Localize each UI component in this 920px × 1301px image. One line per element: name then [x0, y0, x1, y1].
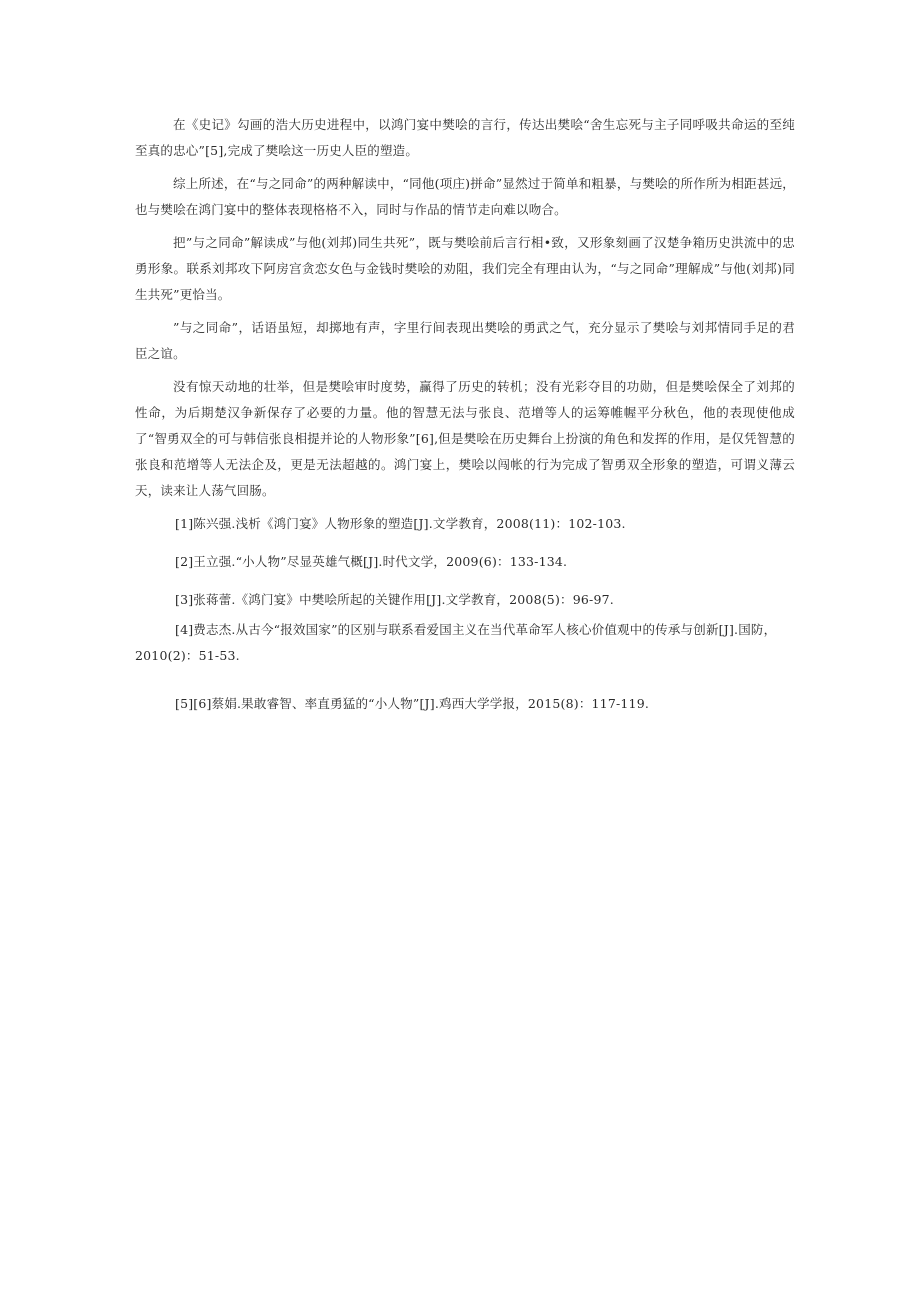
body-paragraph-4: ”与之同命”，话语虽短，却掷地有声，字里行间表现出樊哙的勇武之气，充分显示了樊哙与刘邦情同手足的君臣之谊。	[135, 320, 795, 361]
body-paragraph-5: 没有惊天动地的壮举，但是樊哙审时度势，赢得了历史的转机；没有光彩夺目的功勋，但是樊哙保全了刘邦的性命，为后期楚汉争新保存了必要的力量。他的智慧无法与张良、范增等人的运筹帷幄平分秋色，他的表现使他成了“智勇双全的可与韩信张良相提并论的人物形象”[6],但是樊哙在历史舞台上扮演的角色和发挥的作用，是仅凭智慧的张良和范增等人无法企及，更是无法超越的。鸿门宴上，樊哙以闯帐的行为完成了智勇双全形象的塑造，可谓义薄云天，读来让人荡气回肠。	[135, 379, 795, 498]
reference-item-2: [2]王立强.“小人物”尽显英雄气概[J].时代文学，2009(6)：133-134.	[175, 554, 568, 569]
reference-item-1: [1]陈兴强.浅析《鸿门宴》人物形象的塑造[J].文学教育，2008(11)：102-103.	[175, 516, 626, 531]
reference-item-3: [3]张蒋蕾.《鸿门宴》中樊哙所起的关键作用[J].文学教育，2008(5)：96-97.	[175, 592, 614, 607]
body-paragraph-3: 把”与之同命”解读成”与他(刘邦)同生共死”，既与樊哙前后言行相•致，又形象刻画了汉楚争箱历史洪流中的忠勇形象。联系刘邦攻下阿房宫贪恋女色与金钱时樊哙的劝阻，我们完全有理由认为，“与之同命”理解成”与他(刘邦)同生共死”更恰当。	[135, 235, 795, 302]
reference-item-5: [5][6]蔡娟.果敢睿智、率直勇猛的“小人物”[J].鸡西大学学报，2015(8)：117-119.	[175, 696, 650, 711]
body-paragraph-2: 综上所述，在“与之同命”的两种解读中，“同他(项庄)拼命”显然过于简单和粗暴，与樊哙的所作所为相距甚远，也与樊哙在鸿门宴中的整体表现格格不入，同时与作品的情节走向难以吻合。	[135, 176, 795, 217]
body-paragraph-1: 在《史记》勾画的浩大历史进程中，以鸿门宴中樊哙的言行，传达出樊哙“舍生忘死与主子同呼吸共命运的至纯至真的忠心”[5],完成了樊哙这一历史人臣的塑造。	[135, 117, 795, 158]
reference-item-4: [4]费志杰.从古今“报效国家”的区别与联系看爱国主义在当代革命军人核心价值观中的传承与创新[J].国防，2010(2)：51-53.	[135, 622, 777, 663]
document-page	[135, 112, 795, 717]
reference-list	[135, 511, 795, 717]
